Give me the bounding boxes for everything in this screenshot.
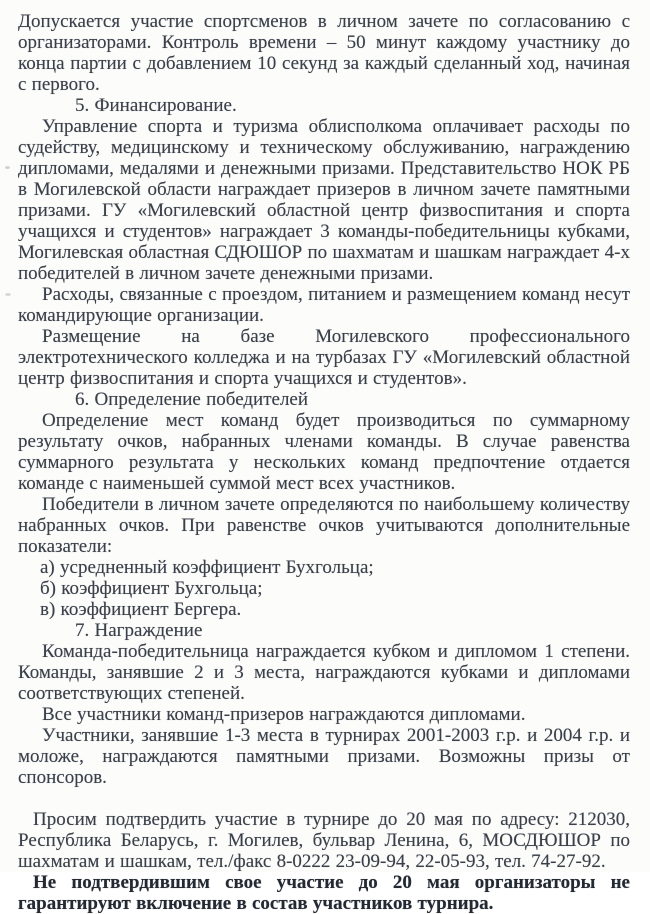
heading-awards: 7. Награждение xyxy=(75,620,203,641)
paragraph-confirmation-address: Просим подтвердить участие в турнире до 20 мая по адресу: 212030, Республика Беларусь, г. Могилев, бульвар Ленина, 6, МОСДЮШОР по шахматам и шашкам, тел./факс 8-0222 23-09-94, 22-05-93, тел. 74-27-92. xyxy=(18,809,630,872)
list-item-buchholz: б) коэффициент Бухгольца; xyxy=(40,578,263,599)
heading-determining-winners: 6. Определение победителей xyxy=(75,389,309,410)
paragraph-time-control: Допускается участие спортсменов в личном зачете по согласованию с организаторами. Контроль времени – 50 минут каждому участнику до конца партии с добавлением 10 секунд за каждый сделанный ход, начиная с первого. xyxy=(18,11,630,95)
paragraph-financing: Управление спорта и туризма облисполкома оплачивает расходы по судейству, медицинскому и техническому обслуживанию, награждению дипломами, медалями и денежными призами. Представительство НОК РБ в Могилевской области награждает призеров в личном зачете памятными призами. ГУ «Могилевский областной центр физвоспитания и спорта учащихся и студентов» награждает 3 команды-победительницы кубками, Могилевская областная СДЮШОР по шахматам и шашкам награждает 4-х победителей в личном зачете денежными призами. xyxy=(18,116,630,284)
list-item-berger: в) коэффициент Бергера. xyxy=(40,599,242,620)
paragraph-confirmation-warning: Не подтвердившим свое участие до 20 мая организаторы не гарантируют включение в состав участников турнира. xyxy=(18,872,630,914)
paragraph-team-scoring: Определение мест команд будет производиться по суммарному результату очков, набранных членами команды. В случае равенства суммарного результата у нескольких команд предпочтение отдается команде с наименьшей суммой мест всех участников. xyxy=(18,410,630,494)
heading-financing: 5. Финансирование. xyxy=(75,95,237,116)
scan-speck xyxy=(5,293,11,296)
list-item-avg-buchholz: а) усредненный коэффициент Бухгольца; xyxy=(40,557,374,578)
paragraph-youth-prizes: Участники, занявшие 1-3 места в турнирах 2001-2003 г.р. и 2004 г.р. и моложе, награждаются памятными призами. Возможны призы от спонсоров. xyxy=(18,725,630,788)
paragraph-accommodation: Размещение на базе Могилевского профессионального электротехнического колледжа и на турбазах ГУ «Могилевский областной центр физвоспитания и спорта учащихся и студентов». xyxy=(18,326,630,389)
paragraph-travel-expenses: Расходы, связанные с проездом, питанием и размещением команд несут командирующие организации. xyxy=(18,284,630,326)
scan-speck xyxy=(5,166,10,169)
paragraph-team-awards: Команда-победительница награждается кубком и дипломом 1 степени. Команды, занявшие 2 и 3 места, награждаются кубками и дипломами соответствующих степеней. xyxy=(18,641,630,704)
paragraph-individual-scoring: Победители в личном зачете определяются по наибольшему количеству набранных очков. При равенстве очков учитываются дополнительные показатели: xyxy=(18,494,630,557)
paragraph-participant-diplomas: Все участники команд-призеров награждаются дипломами. xyxy=(42,704,526,725)
